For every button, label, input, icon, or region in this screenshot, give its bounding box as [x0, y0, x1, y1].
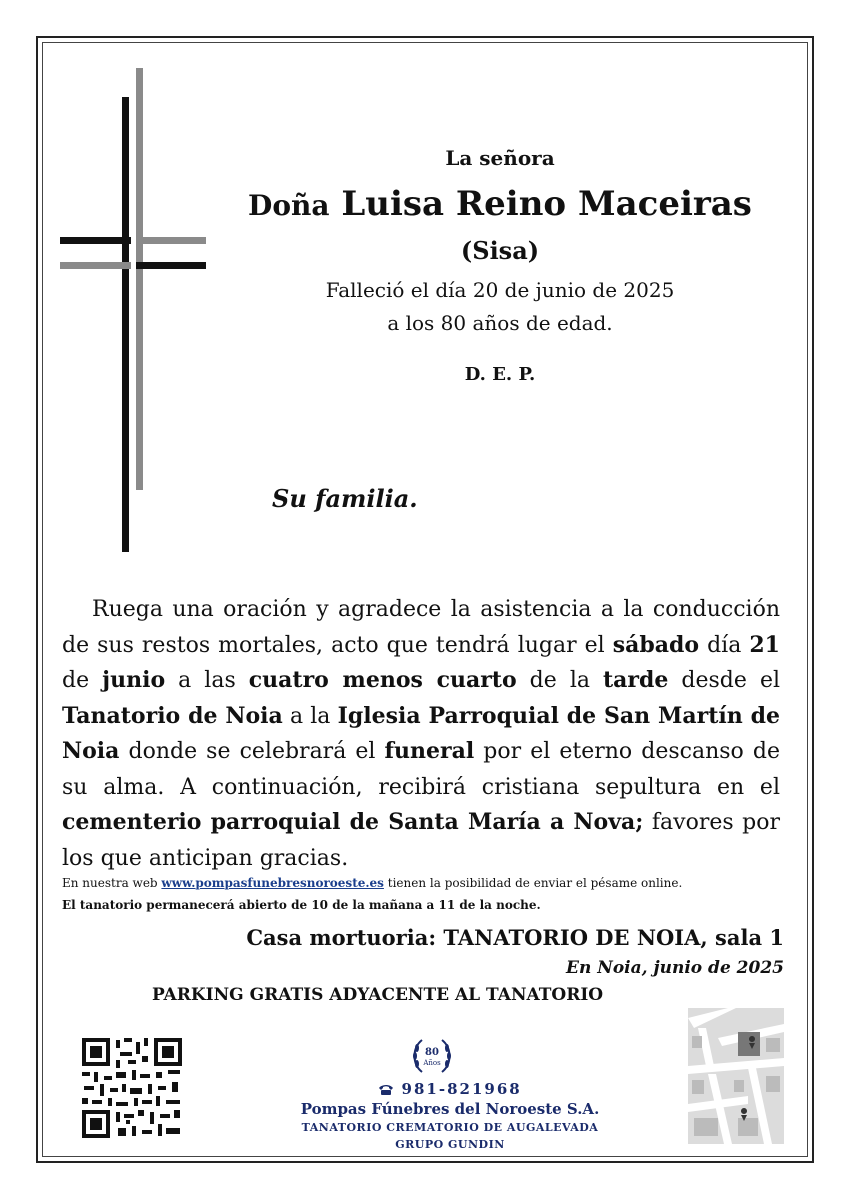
location-map[interactable]	[688, 1008, 784, 1144]
parking-note: PARKING GRATIS ADYACENTE AL TANATORIO	[152, 985, 604, 1005]
hours-note: El tanatorio permanecerá abierto de 10 de la mañana a 11 de la noche.	[62, 898, 541, 912]
announcement-body: Ruega una oración y agradece la asistencia a la conducción de sus restos mortales, acto que tendrá lugar el sábado día 21 de junio a las cuatro menos cuarto de la tarde desde el Tanatorio de Noia a la Iglesia Parroquial de San Martín de Noia donde se celebrará el funeral por el eterno descanso de su alma. A continuación, recibirá cristiana sepultura en el cementerio parroquial de Santa María a Nova; favores por los que anticipan gracias.	[62, 597, 781, 871]
age-line: a los 80 años de edad.	[387, 311, 613, 335]
alias: (Sisa)	[460, 236, 540, 265]
group-name: GRUPO GUNDIN	[395, 1138, 505, 1151]
full-name: Luisa Reino Maceiras	[341, 184, 752, 224]
rip-text: D. E. P.	[464, 364, 536, 385]
deceased-name	[230, 184, 770, 224]
logo-text: Años	[423, 1059, 441, 1067]
phone-icon	[378, 1084, 394, 1096]
crematorium-name: TANATORIO CREMATORIO DE AUGALEVADA	[301, 1121, 599, 1134]
logo-number: 80	[425, 1047, 439, 1058]
qr-code[interactable]	[80, 1036, 184, 1140]
honorific: Doña	[248, 189, 330, 222]
web-note: En nuestra web www.pompasfunebresnoroeste.es tienen la posibilidad de enviar el pésame online.	[62, 876, 683, 890]
anniversary-logo-icon	[410, 1036, 454, 1076]
phone-number[interactable]: 981-821968	[250, 1080, 650, 1098]
company-name: Pompas Fúnebres del Noroeste S.A.	[300, 1100, 600, 1118]
funeral-home: Casa mortuoria: TANATORIO DE NOIA, sala 1	[246, 925, 784, 950]
website-link[interactable]: www.pompasfunebresnoroeste.es	[161, 876, 384, 890]
cross-icon	[55, 65, 215, 560]
place-date: En Noia, junio de 2025	[566, 958, 784, 978]
title-line: La señora	[445, 146, 555, 170]
family-signature: Su familia.	[272, 484, 418, 513]
death-date: Falleció el día 20 de junio de 2025	[325, 278, 675, 302]
